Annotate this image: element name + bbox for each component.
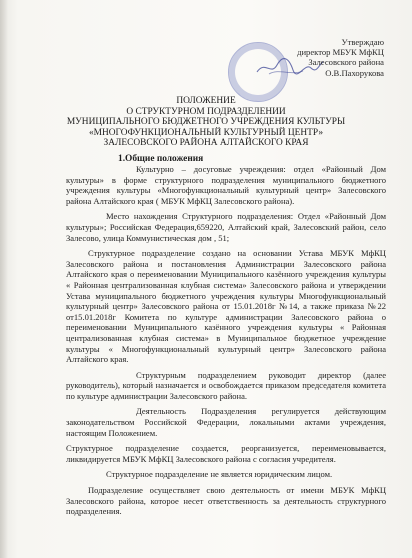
approval-line: директор МБУК МфКЦ — [297, 47, 384, 58]
paragraph: Подразделение осуществляет свою деятельность от имени МБУК МфКЦ Залесовского района, которое несет ответственность за деятельность структурного подразделения. — [66, 485, 386, 517]
title-line: ПОЛОЖЕНИЕ — [176, 96, 236, 106]
paragraph: Структурное подразделение не является юридическим лицом. — [106, 469, 333, 480]
title-line: ЗАЛЕСОВСКОГО РАЙОНА АЛТАЙСКОГО КРАЯ — [103, 138, 309, 149]
title-line: МУНИЦИПАЛЬНОГО БЮДЖЕТНОГО УЧРЕЖДЕНИЯ КУЛЬТУРЫ — [66, 117, 346, 128]
paragraph: Структурное подразделение создано на основании Устава МБУК МфКЦ Залесовского района и постановления Администрации Залесовского района Алтайского края о переименовании Муниципального казённого учреждения культуры « Районная централизованная клубная система» Залесовского района и утверждении Устава муниципального бюджетного учреждения культуры Многофункциональный культурный центр» Залесовского района от 15.01.2018г №14, а также приказа №22 от15.01.2018г Комитета по культуре администрации Залесовского района о переименовании Муниципального казённого учреждения культуры « Районная централизованная клубная система» в Муниципальное бюджетное учреждение культуры « Многофункциональный культурный центр» Залесовского района Алтайского края. — [66, 248, 386, 365]
section-heading: 1.Общие положения — [118, 154, 204, 164]
paragraph: Место нахождения Структурного подразделения: Отдел «Районный Дом культуры»; Российская Федерация,659220, Алтайский край, Залесовский район, село Залесово, улица Коммунистическая дом , 51; — [66, 211, 386, 243]
document-body — [66, 164, 386, 522]
title-line: О СТРУКТУРНОМ ПОДРАЗДЕЛЕНИИ — [126, 106, 286, 117]
approval-line: Залесовского района — [308, 57, 384, 68]
approval-block — [297, 37, 384, 78]
approval-line: Утверждаю — [341, 37, 384, 47]
paragraph: Культурно – досуговые учреждения: отдел «Районный Дом культуры» в форме структурного подразделения муниципального бюджетного учреждения культуры «Многофункциональный культурный центр» Залесовского района Алтайского края ( МБУК МфКЦ Залесовского района). — [66, 164, 386, 206]
approval-line: О.В.Пахорукова — [325, 67, 384, 78]
document-title — [0, 96, 412, 149]
scan-edge-shadow — [0, 0, 8, 558]
title-line: «МНОГОФУНКЦИОНАЛЬНЫЙ КУЛЬТУРНЫЙ ЦЕНТР» — [88, 127, 324, 138]
paragraph: Деятельность Подразделения регулируется действующим законодательством Российской Федерации, локальными актами учреждения, настоящим Положением. — [66, 406, 386, 438]
paragraph: Структурным подразделением руководит директор (далее руководитель), который назначается и освобождается приказом председателя комитета по культуре администрации Залесовского района. — [66, 369, 386, 401]
paragraph: Структурное подразделение создается, реорганизуется, переименовывается, ликвидируется МБУК МфКЦ Залесовского района с согласия учредителя. — [66, 443, 386, 464]
